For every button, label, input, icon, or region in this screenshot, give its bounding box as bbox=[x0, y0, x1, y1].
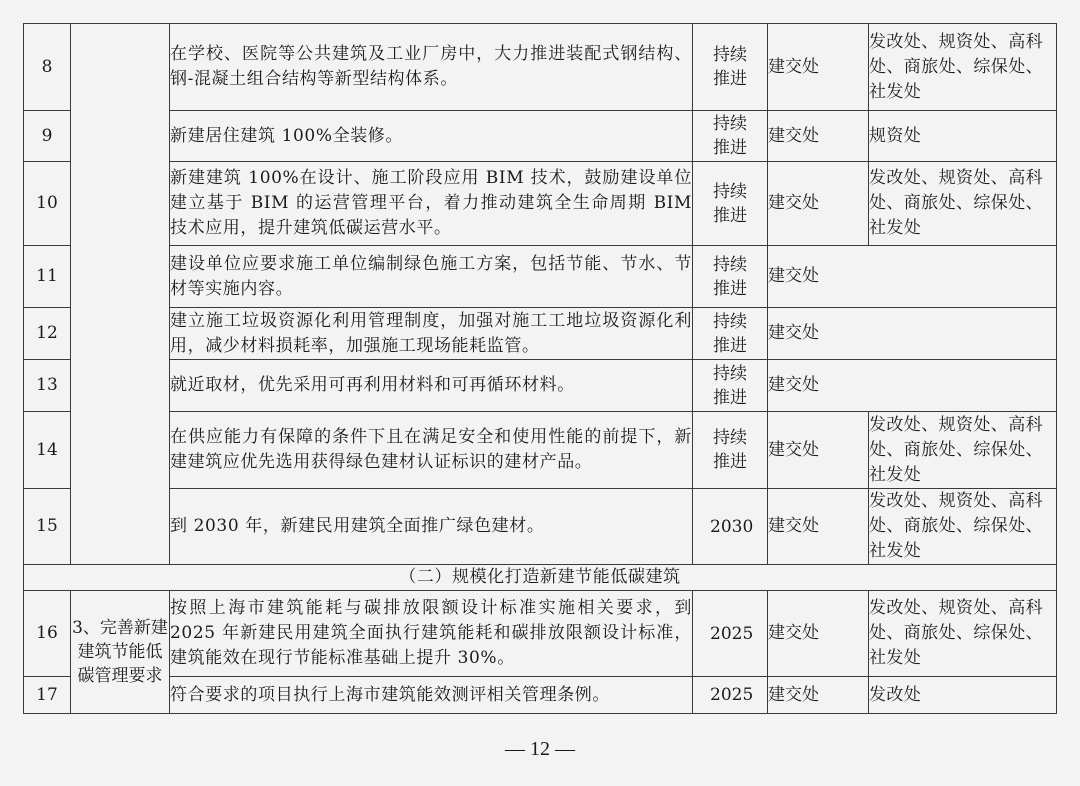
time-text: 持续推进 bbox=[713, 114, 747, 158]
row-lead-dept: 建交处 bbox=[768, 412, 869, 489]
table-row bbox=[24, 24, 1057, 111]
row-content: 建设单位应要求施工单位编制绿色施工方案，包括节能、节水、节材等实施内容。 bbox=[170, 246, 693, 308]
row-time bbox=[693, 24, 768, 111]
table-row bbox=[24, 246, 1057, 308]
row-coop-depts: 规资处 bbox=[869, 111, 1057, 162]
row-number: 8 bbox=[24, 24, 71, 111]
row-content: 新建居住建筑 100%全装修。 bbox=[170, 111, 693, 162]
row-time bbox=[693, 246, 768, 308]
row-lead-dept: 建交处 bbox=[768, 24, 869, 111]
row-time bbox=[693, 677, 768, 714]
page-number: — 12 — bbox=[505, 738, 575, 760]
row-content: 到 2030 年，新建民用建筑全面推广绿色建材。 bbox=[170, 489, 693, 565]
time-text: 持续推进 bbox=[713, 311, 747, 356]
row-lead-dept: 建交处 bbox=[768, 489, 869, 565]
row-lead-dept: 建交处 bbox=[768, 246, 1057, 308]
row-number: 14 bbox=[24, 412, 71, 489]
row-content: 按照上海市建筑能耗与碳排放限额设计标准实施相关要求，到 2025 年新建民用建筑全面执行建筑能耗和碳排放限额设计标准，建筑能效在现行节能标准基础上提升 30%。 bbox=[170, 591, 693, 677]
time-text: 2025 bbox=[710, 685, 754, 705]
time-text: 持续推进 bbox=[713, 181, 747, 226]
row-number: 9 bbox=[24, 111, 71, 162]
time-text: 持续推进 bbox=[713, 254, 747, 299]
row-content: 符合要求的项目执行上海市建筑能效测评相关管理条例。 bbox=[170, 677, 693, 714]
row-coop-depts: 发改处、规资处、高科处、商旅处、综保处、社发处 bbox=[869, 412, 1057, 489]
section-title: （二）规模化打造新建节能低碳建筑 bbox=[24, 565, 1057, 591]
row-lead-dept: 建交处 bbox=[768, 591, 869, 677]
time-text: 持续推进 bbox=[713, 45, 747, 89]
row-time bbox=[693, 489, 768, 565]
row-coop-depts: 发改处 bbox=[869, 677, 1057, 714]
row-content: 新建建筑 100%在设计、施工阶段应用 BIM 技术，鼓励建设单位建立基于 BIM 的运营管理平台，着力推动建筑全生命周期 BIM 技术应用，提升建筑低碳运营水平。 bbox=[170, 162, 693, 246]
row-coop-depts: 发改处、规资处、高科处、商旅处、综保处、社发处 bbox=[869, 591, 1057, 677]
row-time bbox=[693, 360, 768, 412]
time-text: 持续推进 bbox=[713, 428, 747, 472]
section-row bbox=[24, 565, 1057, 591]
time-text: 持续推进 bbox=[713, 363, 747, 408]
row-content: 在供应能力有保障的条件下且在满足安全和使用性能的前提下，新建建筑应优先选用获得绿色建材认证标识的建材产品。 bbox=[170, 412, 693, 489]
row-number: 15 bbox=[24, 489, 71, 565]
table-row bbox=[24, 162, 1057, 246]
table-row bbox=[24, 360, 1057, 412]
row-lead-dept: 建交处 bbox=[768, 162, 869, 246]
row-time bbox=[693, 308, 768, 360]
row-time bbox=[693, 412, 768, 489]
row-content: 建立施工垃圾资源化利用管理制度，加强对施工工地垃圾资源化利用，减少材料损耗率，加强施工现场能耗监管。 bbox=[170, 308, 693, 360]
row-number: 11 bbox=[24, 246, 71, 308]
row-lead-dept: 建交处 bbox=[768, 360, 1057, 412]
table-row bbox=[24, 489, 1057, 565]
table-row bbox=[24, 412, 1057, 489]
table-row bbox=[24, 591, 1057, 677]
row-lead-dept: 建交处 bbox=[768, 308, 1057, 360]
table-row bbox=[24, 677, 1057, 714]
row-lead-dept: 建交处 bbox=[768, 677, 869, 714]
row-time bbox=[693, 591, 768, 677]
row-number: 17 bbox=[24, 677, 71, 714]
row-content: 就近取材，优先采用可再利用材料和可再循环材料。 bbox=[170, 360, 693, 412]
category-cell-empty bbox=[71, 24, 170, 565]
row-coop-depts: 发改处、规资处、高科处、商旅处、综保处、社发处 bbox=[869, 24, 1057, 111]
row-time bbox=[693, 162, 768, 246]
row-content: 在学校、医院等公共建筑及工业厂房中，大力推进装配式钢结构、钢-混凝土组合结构等新型结构体系。 bbox=[170, 24, 693, 111]
row-coop-depts: 发改处、规资处、高科处、商旅处、综保处、社发处 bbox=[869, 489, 1057, 565]
category-cell: 3、完善新建建筑节能低碳管理要求 bbox=[71, 591, 170, 714]
row-number: 13 bbox=[24, 360, 71, 412]
time-text: 2030 bbox=[710, 516, 754, 537]
row-coop-depts: 发改处、规资处、高科处、商旅处、综保处、社发处 bbox=[869, 162, 1057, 246]
table-row bbox=[24, 111, 1057, 162]
time-text: 2025 bbox=[710, 623, 754, 644]
row-number: 10 bbox=[24, 162, 71, 246]
row-number: 12 bbox=[24, 308, 71, 360]
row-time bbox=[693, 111, 768, 162]
table-row bbox=[24, 308, 1057, 360]
row-number: 16 bbox=[24, 591, 71, 677]
task-table bbox=[23, 23, 1057, 714]
row-lead-dept: 建交处 bbox=[768, 111, 869, 162]
